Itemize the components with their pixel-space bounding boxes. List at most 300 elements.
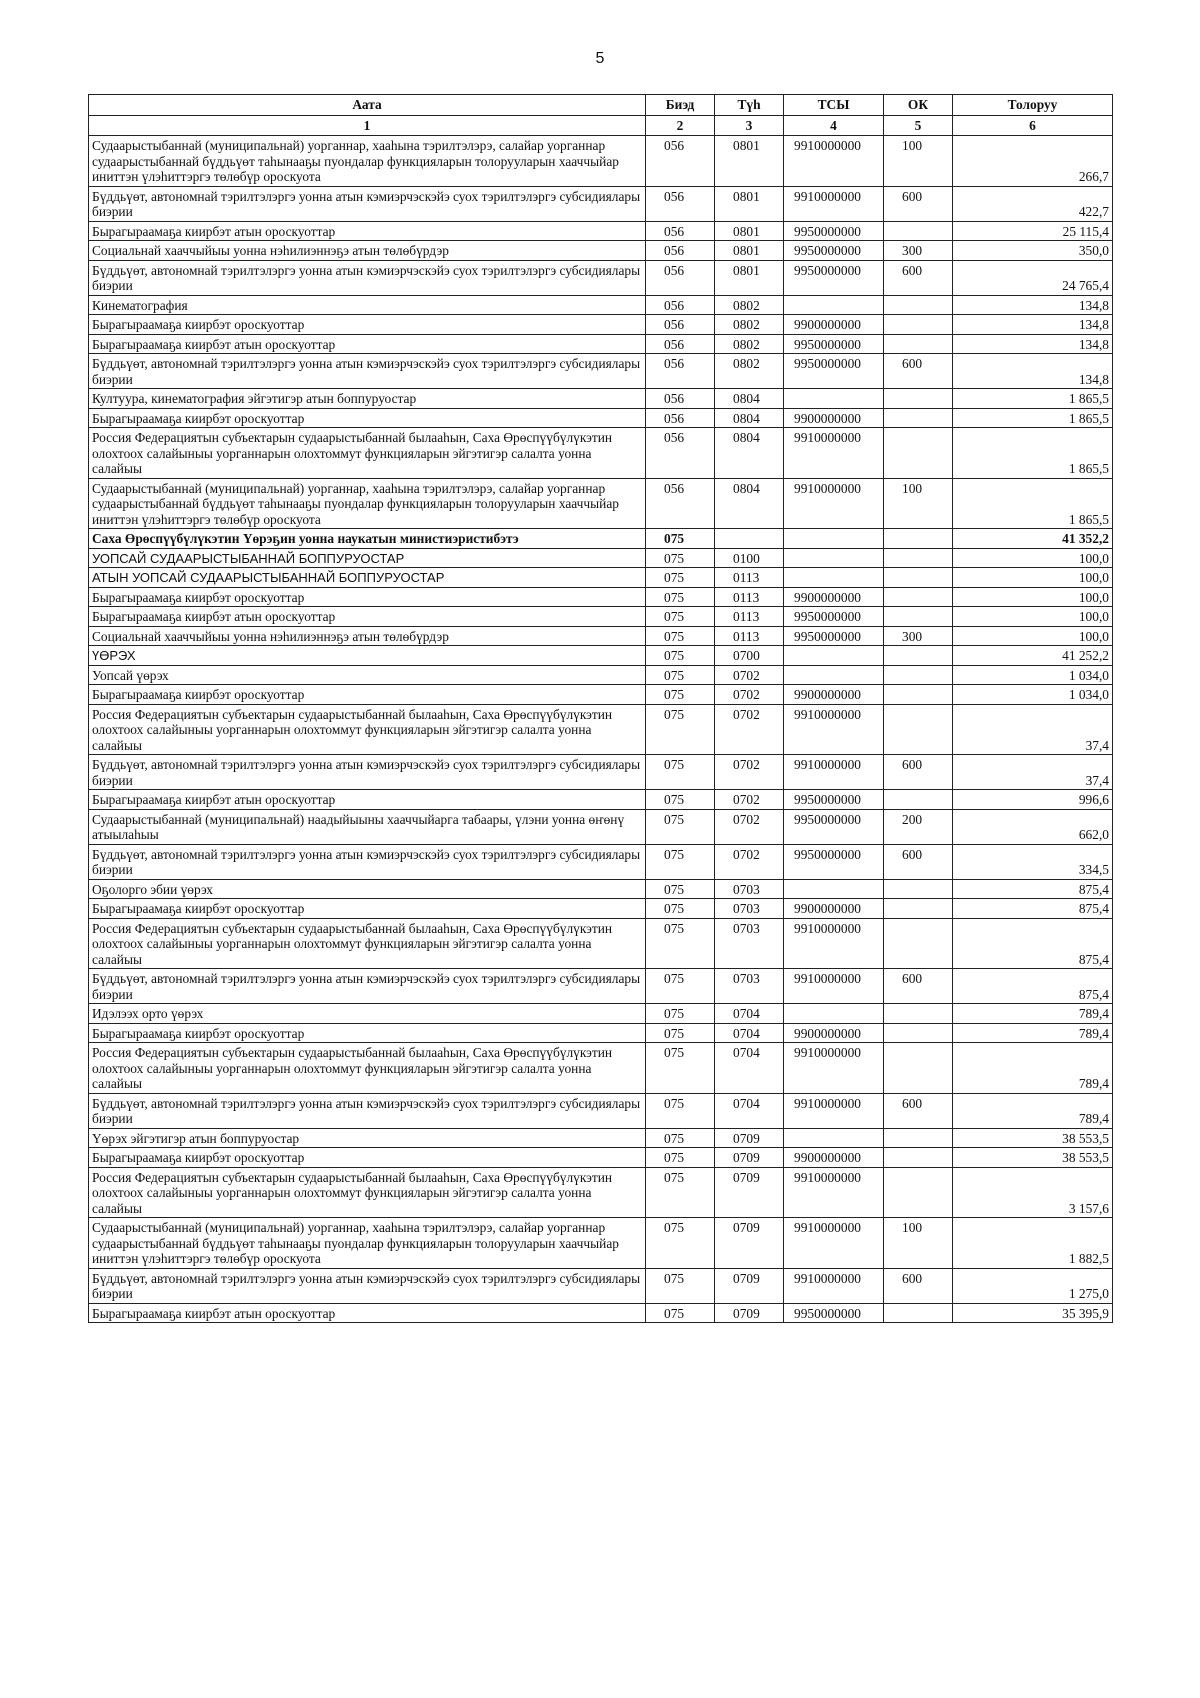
cell-tsy: 9950000000 xyxy=(784,260,884,295)
cell-tsy: 9950000000 xyxy=(784,626,884,646)
cell-amount: 662,0 xyxy=(953,809,1113,844)
header-tsy: ТСЫ xyxy=(784,95,884,116)
cell-name: Судаарыстыбаннай (муниципальнай) уорганнар, хааһына тэрилтэлэрэ, салайар уорганнар судаарыстыбаннай бүддьүөт таһынааҕы пуондалар функцияларын толорууларын хааччыйар иниттэн үлэһиттэргэ төлөбүр ороскуота xyxy=(89,1218,646,1269)
cell-tsy: 9910000000 xyxy=(784,1218,884,1269)
cell-tsy: 9900000000 xyxy=(784,1023,884,1043)
cell-tsy: 9950000000 xyxy=(784,607,884,627)
cell-amount: 35 395,9 xyxy=(953,1303,1113,1323)
cell-biud: 075 xyxy=(646,1303,715,1323)
cell-amount: 24 765,4 xyxy=(953,260,1113,295)
cell-tuh: 0804 xyxy=(715,428,784,479)
cell-amount: 100,0 xyxy=(953,548,1113,568)
cell-name: Бүддьүөт, автономнай тэрилтэлэргэ уонна атын кэмиэрчэскэйэ суох тэрилтэлэргэ субсидиялары биэрии xyxy=(89,260,646,295)
header-biud: Биэд xyxy=(646,95,715,116)
cell-ok: 600 xyxy=(884,186,953,221)
cell-tuh: 0801 xyxy=(715,186,784,221)
cell-amount: 422,7 xyxy=(953,186,1113,221)
cell-ok xyxy=(884,334,953,354)
cell-biud: 075 xyxy=(646,844,715,879)
cell-biud: 075 xyxy=(646,626,715,646)
cell-name: Бырагыраамаҕа киирбэт ороскуоттар xyxy=(89,1148,646,1168)
cell-tuh: 0704 xyxy=(715,1093,784,1128)
cell-amount: 1 034,0 xyxy=(953,665,1113,685)
cell-name: Социальнай хааччыйыы уонна нэһилиэннэҕэ атын төлөбүрдэр xyxy=(89,241,646,261)
cell-name: Судаарыстыбаннай (муниципальнай) уорганнар, хааһына тэрилтэлэрэ, салайар уорганнар судаарыстыбаннай бүддьүөт таһынааҕы пуондалар функцияларын толорууларын хааччыйар иниттэн үлэһиттэргэ төлөбүр ороскуота xyxy=(89,478,646,529)
header-number-2: 2 xyxy=(646,115,715,136)
cell-ok xyxy=(884,1023,953,1043)
cell-amount: 875,4 xyxy=(953,918,1113,969)
cell-tuh: 0801 xyxy=(715,260,784,295)
cell-amount: 100,0 xyxy=(953,626,1113,646)
cell-tsy: 9950000000 xyxy=(784,241,884,261)
cell-ok: 200 xyxy=(884,809,953,844)
cell-biud: 056 xyxy=(646,136,715,187)
cell-biud: 075 xyxy=(646,1167,715,1218)
table-row xyxy=(89,1303,1113,1323)
header-ok: ОК xyxy=(884,95,953,116)
cell-amount: 1 882,5 xyxy=(953,1218,1113,1269)
cell-ok xyxy=(884,548,953,568)
cell-tsy xyxy=(784,568,884,588)
table-row xyxy=(89,704,1113,755)
cell-name: Култуура, кинематография эйгэтигэр атын боппуруостар xyxy=(89,389,646,409)
cell-tuh: 0702 xyxy=(715,790,784,810)
cell-amount: 789,4 xyxy=(953,1043,1113,1094)
table-row xyxy=(89,186,1113,221)
cell-tsy: 9910000000 xyxy=(784,136,884,187)
cell-biud: 075 xyxy=(646,969,715,1004)
cell-biud: 075 xyxy=(646,665,715,685)
cell-ok xyxy=(884,1043,953,1094)
cell-amount: 789,4 xyxy=(953,1093,1113,1128)
cell-biud: 075 xyxy=(646,587,715,607)
table-row xyxy=(89,1148,1113,1168)
cell-ok xyxy=(884,1128,953,1148)
cell-ok: 300 xyxy=(884,626,953,646)
cell-amount: 134,8 xyxy=(953,334,1113,354)
header-tuh: Түһ xyxy=(715,95,784,116)
table-row xyxy=(89,334,1113,354)
cell-tsy: 9950000000 xyxy=(784,809,884,844)
cell-tuh: 0804 xyxy=(715,389,784,409)
cell-amount: 1 865,5 xyxy=(953,389,1113,409)
cell-amount: 134,8 xyxy=(953,315,1113,335)
cell-name: Россия Федерациятын субъектарын судаарыстыбаннай былааһын, Саха Өрөспүүбүлүкэтин олохтоох салайыныы уорганнарын олохтоммут функцияларын эйгэтигэр салалта уонна салайыы xyxy=(89,1167,646,1218)
cell-amount: 25 115,4 xyxy=(953,221,1113,241)
cell-amount: 38 553,5 xyxy=(953,1148,1113,1168)
cell-tuh: 0709 xyxy=(715,1268,784,1303)
cell-biud: 075 xyxy=(646,646,715,666)
cell-amount: 100,0 xyxy=(953,587,1113,607)
cell-biud: 075 xyxy=(646,918,715,969)
cell-name: Кинематография xyxy=(89,295,646,315)
budget-table xyxy=(88,94,1113,1323)
header-number-6: 6 xyxy=(953,115,1113,136)
cell-ok xyxy=(884,918,953,969)
cell-tsy: 9910000000 xyxy=(784,478,884,529)
cell-biud: 056 xyxy=(646,186,715,221)
cell-ok xyxy=(884,879,953,899)
cell-amount: 41 352,2 xyxy=(953,529,1113,549)
cell-tsy: 9910000000 xyxy=(784,704,884,755)
cell-tsy xyxy=(784,1004,884,1024)
cell-ok: 300 xyxy=(884,241,953,261)
cell-name: Бырагыраамаҕа киирбэт ороскуоттар xyxy=(89,408,646,428)
cell-tuh: 0113 xyxy=(715,568,784,588)
cell-ok xyxy=(884,587,953,607)
cell-ok xyxy=(884,899,953,919)
cell-amount: 266,7 xyxy=(953,136,1113,187)
cell-name: Уопсай үөрэх xyxy=(89,665,646,685)
cell-tsy xyxy=(784,646,884,666)
cell-tuh: 0709 xyxy=(715,1148,784,1168)
table-row xyxy=(89,260,1113,295)
cell-amount: 41 252,2 xyxy=(953,646,1113,666)
cell-amount: 134,8 xyxy=(953,295,1113,315)
cell-tsy: 9910000000 xyxy=(784,918,884,969)
cell-name: Социальнай хааччыйыы уонна нэһилиэннэҕэ атын төлөбүрдэр xyxy=(89,626,646,646)
cell-biud: 075 xyxy=(646,568,715,588)
cell-name: Россия Федерациятын субъектарын судаарыстыбаннай былааһын, Саха Өрөспүүбүлүкэтин олохтоох салайыныы уорганнарын олохтоммут функцияларын эйгэтигэр салалта уонна салайыы xyxy=(89,704,646,755)
cell-tsy: 9900000000 xyxy=(784,899,884,919)
cell-tuh xyxy=(715,529,784,549)
table-row xyxy=(89,626,1113,646)
cell-amount: 100,0 xyxy=(953,568,1113,588)
cell-biud: 056 xyxy=(646,354,715,389)
table-row xyxy=(89,354,1113,389)
cell-name: Үөрэх эйгэтигэр атын боппуруостар xyxy=(89,1128,646,1148)
cell-tuh: 0703 xyxy=(715,969,784,1004)
cell-tsy: 9910000000 xyxy=(784,969,884,1004)
cell-ok: 600 xyxy=(884,755,953,790)
cell-name: Саха Өрөспүүбүлүкэтин Үөрэҕин уонна наукатын министиэристибэтэ xyxy=(89,529,646,549)
cell-tsy: 9950000000 xyxy=(784,354,884,389)
cell-tuh: 0804 xyxy=(715,408,784,428)
cell-tuh: 0704 xyxy=(715,1023,784,1043)
table-row xyxy=(89,408,1113,428)
cell-name: Россия Федерациятын субъектарын судаарыстыбаннай былааһын, Саха Өрөспүүбүлүкэтин олохтоох салайыныы уорганнарын олохтоммут функцияларын эйгэтигэр салалта уонна салайыы xyxy=(89,428,646,479)
cell-name: Бүддьүөт, автономнай тэрилтэлэргэ уонна атын кэмиэрчэскэйэ суох тэрилтэлэргэ субсидиялары биэрии xyxy=(89,1268,646,1303)
cell-ok xyxy=(884,607,953,627)
cell-biud: 056 xyxy=(646,334,715,354)
table-row xyxy=(89,1167,1113,1218)
cell-biud: 075 xyxy=(646,1043,715,1094)
table-row xyxy=(89,315,1113,335)
table-body xyxy=(89,136,1113,1323)
cell-tuh: 0702 xyxy=(715,755,784,790)
cell-tsy: 9950000000 xyxy=(784,221,884,241)
table-row xyxy=(89,529,1113,549)
cell-amount: 37,4 xyxy=(953,755,1113,790)
cell-ok xyxy=(884,389,953,409)
cell-ok xyxy=(884,665,953,685)
cell-tsy: 9900000000 xyxy=(784,685,884,705)
cell-ok xyxy=(884,790,953,810)
cell-name: Бүддьүөт, автономнай тэрилтэлэргэ уонна атын кэмиэрчэскэйэ суох тэрилтэлэргэ субсидиялары биэрии xyxy=(89,1093,646,1128)
cell-tuh: 0802 xyxy=(715,334,784,354)
cell-name: Бырагыраамаҕа киирбэт атын ороскуоттар xyxy=(89,790,646,810)
table-row xyxy=(89,428,1113,479)
cell-name: Судаарыстыбаннай (муниципальнай) наадыйыыны хааччыйарга табаары, үлэни уонна өҥөнү атыылаһыы xyxy=(89,809,646,844)
cell-biud: 056 xyxy=(646,260,715,295)
cell-tuh: 0703 xyxy=(715,899,784,919)
table-row xyxy=(89,899,1113,919)
header-number-1: 1 xyxy=(89,115,646,136)
cell-ok xyxy=(884,568,953,588)
cell-tuh: 0709 xyxy=(715,1128,784,1148)
cell-tuh: 0100 xyxy=(715,548,784,568)
cell-name: Бырагыраамаҕа киирбэт ороскуоттар xyxy=(89,315,646,335)
cell-biud: 075 xyxy=(646,548,715,568)
cell-ok xyxy=(884,1148,953,1168)
cell-tsy: 9910000000 xyxy=(784,1093,884,1128)
cell-biud: 075 xyxy=(646,529,715,549)
cell-amount: 875,4 xyxy=(953,969,1113,1004)
cell-amount: 1 865,5 xyxy=(953,408,1113,428)
cell-biud: 075 xyxy=(646,685,715,705)
cell-tsy xyxy=(784,389,884,409)
cell-ok xyxy=(884,315,953,335)
table-row xyxy=(89,1093,1113,1128)
table-row xyxy=(89,665,1113,685)
cell-ok: 600 xyxy=(884,844,953,879)
table-row xyxy=(89,241,1113,261)
cell-tsy xyxy=(784,665,884,685)
cell-amount: 789,4 xyxy=(953,1023,1113,1043)
table-row xyxy=(89,389,1113,409)
cell-tuh: 0801 xyxy=(715,221,784,241)
cell-tsy xyxy=(784,1128,884,1148)
cell-biud: 056 xyxy=(646,428,715,479)
cell-amount: 1 034,0 xyxy=(953,685,1113,705)
header-name: Аата xyxy=(89,95,646,116)
cell-name: УОПСАЙ СУДААРЫСТЫБАННАЙ БОППУРУОСТАР xyxy=(89,548,646,568)
cell-biud: 075 xyxy=(646,1148,715,1168)
cell-biud: 075 xyxy=(646,1093,715,1128)
cell-amount: 3 157,6 xyxy=(953,1167,1113,1218)
cell-tsy: 9900000000 xyxy=(784,1148,884,1168)
cell-biud: 056 xyxy=(646,389,715,409)
cell-ok xyxy=(884,685,953,705)
table-row xyxy=(89,790,1113,810)
cell-tuh: 0113 xyxy=(715,587,784,607)
cell-name: Судаарыстыбаннай (муниципальнай) уорганнар, хааһына тэрилтэлэрэ, салайар уорганнар судаарыстыбаннай бүддьүөт таһынааҕы пуондалар функцияларын толорууларын хааччыйар иниттэн үлэһиттэргэ төлөбүр ороскуота xyxy=(89,136,646,187)
table-row xyxy=(89,607,1113,627)
cell-ok xyxy=(884,1004,953,1024)
cell-tuh: 0802 xyxy=(715,354,784,389)
cell-tuh: 0702 xyxy=(715,665,784,685)
table-row xyxy=(89,587,1113,607)
cell-name: ҮӨРЭХ xyxy=(89,646,646,666)
cell-tuh: 0702 xyxy=(715,704,784,755)
cell-name: Бырагыраамаҕа киирбэт ороскуоттар xyxy=(89,587,646,607)
cell-tuh: 0802 xyxy=(715,295,784,315)
cell-ok: 600 xyxy=(884,1268,953,1303)
cell-name: Оҕолорго эбии үөрэх xyxy=(89,879,646,899)
cell-biud: 056 xyxy=(646,221,715,241)
cell-biud: 075 xyxy=(646,1004,715,1024)
table-row xyxy=(89,685,1113,705)
cell-tsy xyxy=(784,529,884,549)
cell-amount: 996,6 xyxy=(953,790,1113,810)
cell-amount: 100,0 xyxy=(953,607,1113,627)
cell-tsy: 9910000000 xyxy=(784,755,884,790)
cell-ok: 600 xyxy=(884,354,953,389)
cell-biud: 075 xyxy=(646,1023,715,1043)
cell-tsy: 9910000000 xyxy=(784,1268,884,1303)
cell-tuh: 0709 xyxy=(715,1303,784,1323)
cell-tsy xyxy=(784,879,884,899)
header-number-3: 3 xyxy=(715,115,784,136)
cell-tsy xyxy=(784,295,884,315)
cell-name: Бырагыраамаҕа киирбэт атын ороскуоттар xyxy=(89,221,646,241)
cell-tuh: 0702 xyxy=(715,685,784,705)
cell-ok: 600 xyxy=(884,969,953,1004)
cell-ok: 600 xyxy=(884,260,953,295)
cell-ok xyxy=(884,221,953,241)
cell-name: Бырагыраамаҕа киирбэт атын ороскуоттар xyxy=(89,1303,646,1323)
cell-tuh: 0709 xyxy=(715,1167,784,1218)
table-row xyxy=(89,1218,1113,1269)
cell-name: Россия Федерациятын субъектарын судаарыстыбаннай былааһын, Саха Өрөспүүбүлүкэтин олохтоох салайыныы уорганнарын олохтоммут функцияларын эйгэтигэр салалта уонна салайыы xyxy=(89,1043,646,1094)
cell-name: Бүддьүөт, автономнай тэрилтэлэргэ уонна атын кэмиэрчэскэйэ суох тэрилтэлэргэ субсидиялары биэрии xyxy=(89,755,646,790)
cell-ok xyxy=(884,1167,953,1218)
cell-amount: 334,5 xyxy=(953,844,1113,879)
table-row xyxy=(89,221,1113,241)
cell-tuh: 0702 xyxy=(715,844,784,879)
cell-tuh: 0703 xyxy=(715,879,784,899)
table-row xyxy=(89,1268,1113,1303)
cell-biud: 075 xyxy=(646,879,715,899)
cell-tsy: 9910000000 xyxy=(784,428,884,479)
cell-biud: 056 xyxy=(646,408,715,428)
cell-amount: 875,4 xyxy=(953,879,1113,899)
cell-name: Бүддьүөт, автономнай тэрилтэлэргэ уонна атын кэмиэрчэскэйэ суох тэрилтэлэргэ субсидиялары биэрии xyxy=(89,844,646,879)
cell-ok xyxy=(884,704,953,755)
table-row xyxy=(89,809,1113,844)
table-row xyxy=(89,918,1113,969)
table-row xyxy=(89,295,1113,315)
cell-tuh: 0802 xyxy=(715,315,784,335)
cell-amount: 350,0 xyxy=(953,241,1113,261)
cell-tuh: 0700 xyxy=(715,646,784,666)
table-row xyxy=(89,879,1113,899)
table-row xyxy=(89,1023,1113,1043)
cell-biud: 075 xyxy=(646,1218,715,1269)
cell-biud: 075 xyxy=(646,607,715,627)
header-number-4: 4 xyxy=(784,115,884,136)
cell-name: АТЫН УОПСАЙ СУДААРЫСТЫБАННАЙ БОППУРУОСТАР xyxy=(89,568,646,588)
cell-tsy: 9950000000 xyxy=(784,334,884,354)
cell-tsy: 9900000000 xyxy=(784,587,884,607)
cell-name: Бырагыраамаҕа киирбэт атын ороскуоттар xyxy=(89,334,646,354)
cell-tsy: 9900000000 xyxy=(784,408,884,428)
cell-name: Бырагыраамаҕа киирбэт ороскуоттар xyxy=(89,899,646,919)
table-row xyxy=(89,568,1113,588)
cell-tsy: 9900000000 xyxy=(784,315,884,335)
cell-ok xyxy=(884,295,953,315)
cell-name: Бүддьүөт, автономнай тэрилтэлэргэ уонна атын кэмиэрчэскэйэ суох тэрилтэлэргэ субсидиялары биэрии xyxy=(89,186,646,221)
table-row xyxy=(89,136,1113,187)
cell-tuh: 0702 xyxy=(715,809,784,844)
cell-tuh: 0704 xyxy=(715,1004,784,1024)
cell-tuh: 0801 xyxy=(715,241,784,261)
header-number-5: 5 xyxy=(884,115,953,136)
cell-tsy: 9950000000 xyxy=(784,1303,884,1323)
cell-tuh: 0113 xyxy=(715,607,784,627)
cell-ok xyxy=(884,408,953,428)
header-number-row xyxy=(89,115,1113,136)
cell-ok: 100 xyxy=(884,1218,953,1269)
table-header xyxy=(89,95,1113,136)
cell-biud: 075 xyxy=(646,1268,715,1303)
cell-name: Бүддьүөт, автономнай тэрилтэлэргэ уонна атын кэмиэрчэскэйэ суох тэрилтэлэргэ субсидиялары биэрии xyxy=(89,354,646,389)
table-row xyxy=(89,755,1113,790)
cell-tuh: 0801 xyxy=(715,136,784,187)
cell-tsy: 9910000000 xyxy=(784,1043,884,1094)
cell-biud: 075 xyxy=(646,899,715,919)
cell-tuh: 0704 xyxy=(715,1043,784,1094)
cell-ok xyxy=(884,646,953,666)
cell-name: Бырагыраамаҕа киирбэт ороскуоттар xyxy=(89,1023,646,1043)
cell-biud: 075 xyxy=(646,790,715,810)
cell-amount: 875,4 xyxy=(953,899,1113,919)
table-row xyxy=(89,969,1113,1004)
cell-ok: 100 xyxy=(884,136,953,187)
cell-amount: 789,4 xyxy=(953,1004,1113,1024)
table-row xyxy=(89,844,1113,879)
table-row xyxy=(89,1128,1113,1148)
cell-name: Россия Федерациятын субъектарын судаарыстыбаннай былааһын, Саха Өрөспүүбүлүкэтин олохтоох салайыныы уорганнарын олохтоммут функцияларын эйгэтигэр салалта уонна салайыы xyxy=(89,918,646,969)
table-row xyxy=(89,478,1113,529)
cell-ok: 600 xyxy=(884,1093,953,1128)
cell-name: Бүддьүөт, автономнай тэрилтэлэргэ уонна атын кэмиэрчэскэйэ суох тэрилтэлэргэ субсидиялары биэрии xyxy=(89,969,646,1004)
cell-biud: 056 xyxy=(646,478,715,529)
cell-amount: 1 275,0 xyxy=(953,1268,1113,1303)
cell-amount: 38 553,5 xyxy=(953,1128,1113,1148)
header-amount: Толоруу xyxy=(953,95,1113,116)
cell-biud: 075 xyxy=(646,704,715,755)
cell-tsy: 9950000000 xyxy=(784,790,884,810)
cell-biud: 075 xyxy=(646,809,715,844)
cell-tsy xyxy=(784,548,884,568)
cell-name: Бырагыраамаҕа киирбэт атын ороскуоттар xyxy=(89,607,646,627)
page-number: 5 xyxy=(595,50,605,67)
cell-amount: 134,8 xyxy=(953,354,1113,389)
cell-biud: 056 xyxy=(646,315,715,335)
cell-amount: 1 865,5 xyxy=(953,428,1113,479)
table-row xyxy=(89,1043,1113,1094)
cell-biud: 056 xyxy=(646,241,715,261)
cell-tuh: 0703 xyxy=(715,918,784,969)
cell-ok: 100 xyxy=(884,478,953,529)
cell-ok xyxy=(884,1303,953,1323)
cell-tsy: 9910000000 xyxy=(784,1167,884,1218)
cell-amount: 1 865,5 xyxy=(953,478,1113,529)
cell-biud: 056 xyxy=(646,295,715,315)
cell-tuh: 0804 xyxy=(715,478,784,529)
cell-biud: 075 xyxy=(646,755,715,790)
cell-tuh: 0113 xyxy=(715,626,784,646)
cell-name: Идэлээх орто үөрэх xyxy=(89,1004,646,1024)
cell-name: Бырагыраамаҕа киирбэт ороскуоттар xyxy=(89,685,646,705)
cell-tuh: 0709 xyxy=(715,1218,784,1269)
table-row xyxy=(89,646,1113,666)
cell-amount: 37,4 xyxy=(953,704,1113,755)
cell-biud: 075 xyxy=(646,1128,715,1148)
cell-tsy: 9950000000 xyxy=(784,844,884,879)
cell-tsy: 9910000000 xyxy=(784,186,884,221)
